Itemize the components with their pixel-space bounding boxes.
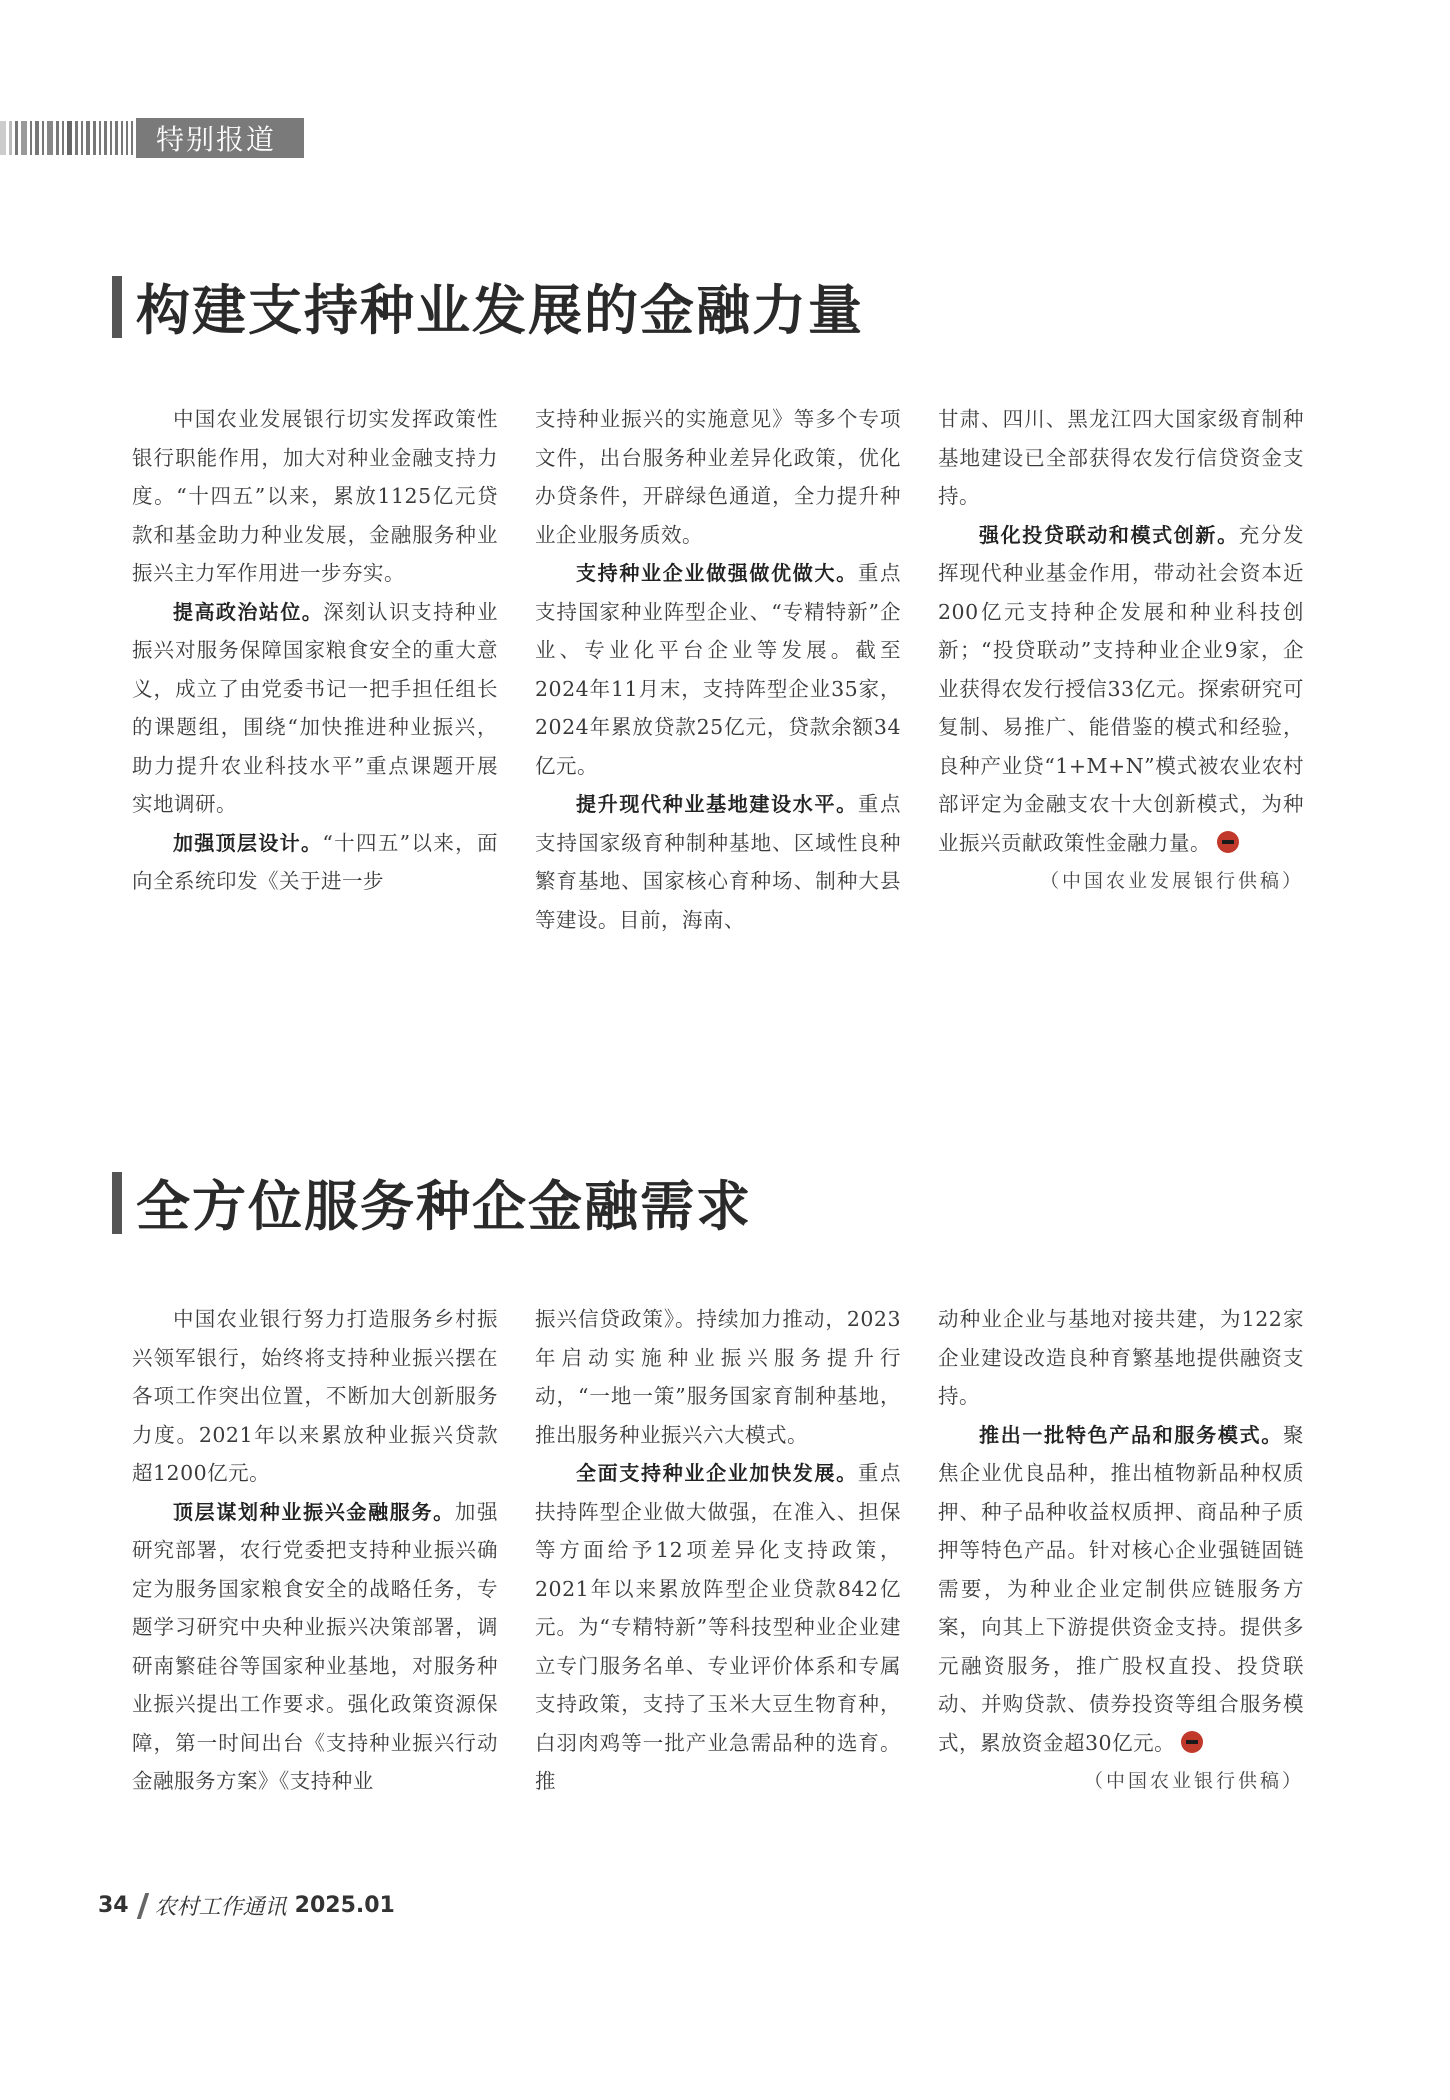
paragraph-text: “十四五”以来，面向全系统印发《关于进一步	[132, 830, 499, 893]
paragraph-text: 充分发挥现代种业基金作用，带动社会资本近200亿元支持种企发展和种业科技创新；“投贷联动”支持种业企业9家，企业获得农发行授信33亿元。探索研究可复制、易推广、能借鉴的模式和经验，良种产业贷“1+M+N”模式被农业农村部评定为金融支农十大创新模式，为种业振兴贡献政策性金融力量。	[938, 522, 1305, 855]
label-stripes-decoration	[0, 118, 136, 158]
paragraph	[535, 785, 901, 939]
paragraph-text: 重点支持国家种业阵型企业、“专精特新”企业、专业化平台企业等发展。截至2024年11月末，支持阵型企业35家，2024年累放贷款25亿元，贷款余额34亿元。	[535, 561, 902, 778]
paragraph-text: 甘肃、四川、黑龙江四大国家级育制种基地建设已全部获得农发行信贷资金支持。	[938, 407, 1304, 508]
paragraph	[535, 400, 901, 554]
paragraph-lead-heading: 推出一批特色产品和服务模式。	[979, 1422, 1283, 1447]
footer-slash-decoration	[136, 1893, 148, 1919]
headline-bar-decoration	[112, 276, 122, 338]
section-label	[0, 118, 304, 158]
paragraph-text: 振兴信贷政策》。持续加力推动，2023年启动实施种业振兴服务提升行动，“一地一策”服务国家育制种基地，推出服务种业振兴六大模式。	[535, 1307, 901, 1447]
paragraph-text: 动种业企业与基地对接共建，为122家企业建设改造良种育繁基地提供融资支持。	[938, 1307, 1304, 1408]
paragraph	[938, 1300, 1304, 1416]
section-label-text: 特别报道	[136, 118, 304, 158]
paragraph-lead-heading: 全面支持种业企业加快发展。	[576, 1461, 858, 1485]
paragraph	[535, 1454, 901, 1801]
paragraph-text: 加强研究部署，农行党委把支持种业振兴确定为服务国家粮食安全的战略任务，专题学习研究中央种业振兴决策部署，调研南繁硅谷等国家种业基地，对服务种业振兴提出工作要求。强化政策资源保障，第一时间出台《支持种业振兴行动金融服务方案》《支持种业	[132, 1499, 499, 1793]
paragraph	[938, 516, 1304, 863]
paragraph	[535, 1300, 901, 1454]
article2-column-3	[938, 1300, 1304, 1801]
paragraph-text: 中国农业发展银行切实发挥政策性银行职能作用，加大对种业金融支持力度。“十四五”以来，累放1125亿元贷款和基金助力种业发展，金融服务种业振兴主力军作用进一步夯实。	[132, 407, 498, 585]
article1-column-1	[132, 400, 498, 939]
article1-body	[132, 400, 1304, 939]
paragraph-lead-heading: 强化投贷联动和模式创新。	[979, 522, 1239, 547]
paragraph	[132, 1300, 498, 1493]
end-mark-logo-icon	[1181, 1731, 1203, 1753]
paragraph-lead-heading: 提升现代种业基地建设水平。	[576, 792, 858, 816]
paragraph	[535, 554, 901, 785]
end-mark-logo-icon	[1217, 831, 1239, 853]
page-footer	[98, 1890, 395, 1921]
magazine-name: 农村工作通讯	[154, 1895, 287, 1920]
article1-title: 构建支持种业发展的金融力量	[136, 278, 864, 342]
paragraph	[132, 1493, 498, 1801]
paragraph	[132, 400, 498, 593]
article1-headline	[112, 268, 864, 345]
issue-number: 2025.01	[294, 1893, 395, 1918]
article-credit: （中国农业发展银行供稿）	[1039, 870, 1304, 892]
paragraph-text: 重点扶持阵型企业做大做强，在准入、担保等方面给予12项差异化支持政策，2021年以来累放阵型企业贷款842亿元。为“专精特新”等科技型种业企业建立专门服务名单、专业评价体系和专属支持政策，支持了玉米大豆生物育种，白羽肉鸡等一批产业急需品种的选育。推	[535, 1461, 902, 1793]
article-credit: （中国农业银行供稿）	[1083, 1770, 1304, 1792]
paragraph-lead-heading: 支持种业企业做强做优做大。	[576, 561, 858, 585]
paragraph-text: 重点支持国家级育种制种基地、区域性良种繁育基地、国家核心育种场、制种大县等建设。目前，海南、	[535, 792, 902, 932]
paragraph	[132, 593, 498, 824]
paragraph	[938, 1416, 1304, 1763]
article1-column-3	[938, 400, 1304, 939]
headline-bar-decoration	[112, 1172, 122, 1234]
paragraph-text: 聚焦企业优良品种，推出植物新品种权质押、种子品种收益权质押、商品种子质押等特色产品。针对核心企业强链固链需要，为种业企业定制供应链服务方案，向其上下游提供资金支持。提供多元融资服务，推广股权直投、投贷联动、并购贷款、债券投资等组合服务模式，累放资金超30亿元。	[938, 1422, 1304, 1755]
article2-column-1	[132, 1300, 498, 1801]
paragraph-text: 深刻认识支持种业振兴对服务保障国家粮食安全的重大意义，成立了由党委书记一把手担任组长的课题组，围绕“加快推进种业振兴，助力提升农业科技水平”重点课题开展实地调研。	[132, 599, 498, 816]
paragraph	[938, 400, 1304, 516]
paragraph-lead-heading: 顶层谋划种业振兴金融服务。	[173, 1499, 455, 1524]
paragraph-lead-heading: 提高政治站位。	[173, 599, 324, 624]
paragraph-text: 中国农业银行努力打造服务乡村振兴领军银行，始终将支持种业振兴摆在各项工作突出位置，不断加大创新服务力度。2021年以来累放种业振兴贷款超1200亿元。	[132, 1307, 498, 1485]
article2-column-2	[535, 1300, 901, 1801]
article2-body	[132, 1300, 1304, 1801]
article1-column-2	[535, 400, 901, 939]
article2-title: 全方位服务种企金融需求	[136, 1174, 752, 1238]
article2-headline	[112, 1164, 752, 1241]
page-number: 34	[98, 1893, 129, 1918]
paragraph-lead-heading: 加强顶层设计。	[173, 830, 323, 855]
paragraph-text: 支持种业振兴的实施意见》等多个专项文件，出台服务种业差异化政策，优化办贷条件，开辟绿色通道，全力提升种业企业服务质效。	[535, 407, 901, 547]
paragraph	[132, 824, 498, 901]
